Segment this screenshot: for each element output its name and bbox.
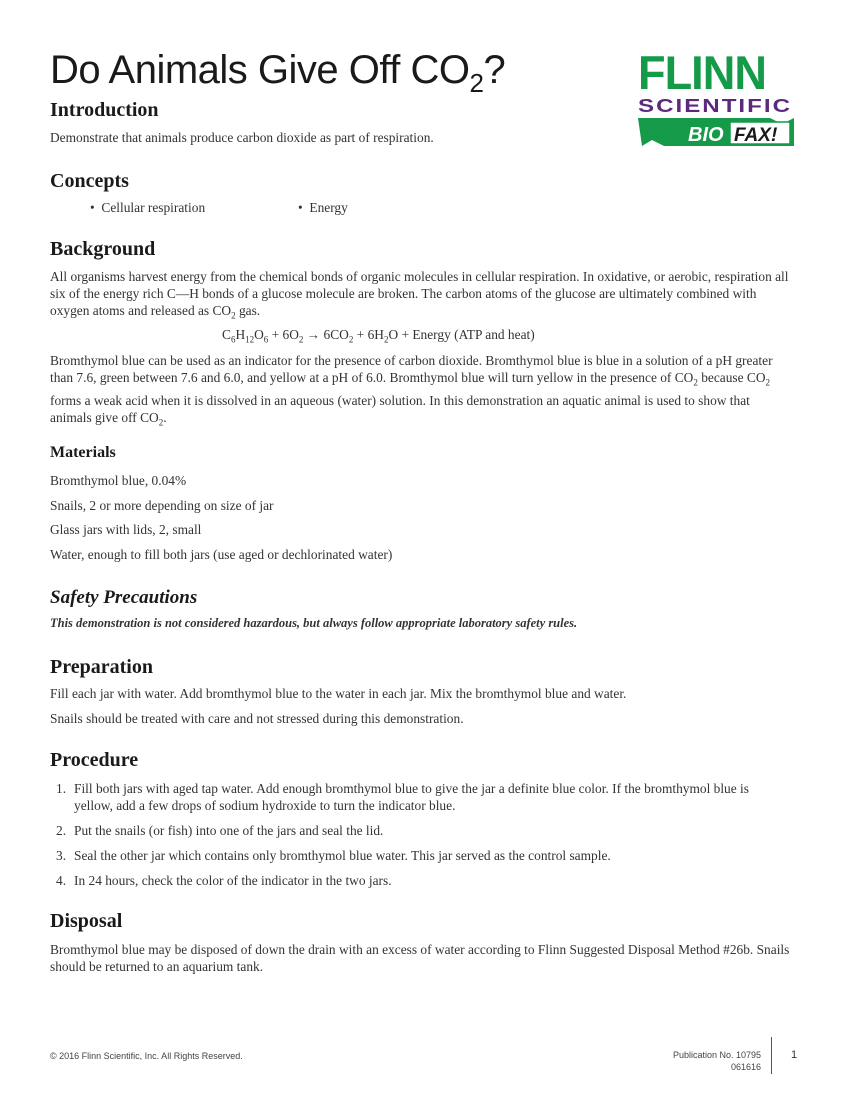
material-item: Water, enough to fill both jars (use aged or dechlorinated water) xyxy=(50,547,393,562)
material-item: Glass jars with lids, 2, small xyxy=(50,522,202,537)
logo-fax-text: FAX! xyxy=(734,125,778,146)
procedure-heading: Procedure xyxy=(50,749,139,771)
logo-bio-text: BIO xyxy=(688,124,724,146)
footer-publication-code: 061616 xyxy=(730,1062,761,1072)
step-text: Fill both jars with aged tap water. Add enough bromthymol blue to give the jar a definite blue color. If the bromthymol blue is yellow, add a few drops of sodium hydroxide to turn the indicator blue. xyxy=(74,781,749,813)
step-text: Put the snails (or fish) into one of the jars and seal the lid. xyxy=(74,823,384,838)
disposal-text: Bromthymol blue may be disposed of down the drain with an excess of water according to Flinn Suggested Disposal Method #26b. Snails should be returned to an aquarium tank. xyxy=(50,942,790,974)
materials-heading: Materials xyxy=(50,444,116,461)
page-number: 1 xyxy=(791,1049,798,1061)
flinn-scientific-biofax-logo xyxy=(632,46,800,150)
procedure-step xyxy=(50,780,790,814)
logo-flinn-text: FLINN xyxy=(638,46,766,99)
concept-label: Energy xyxy=(309,200,348,215)
footer-copyright: © 2016 Flinn Scientific, Inc. All Rights Reserved. xyxy=(50,1051,243,1061)
step-number: 4. xyxy=(56,873,67,888)
material-item: Snails, 2 or more depending on size of jar xyxy=(50,498,274,513)
logo-scientific-text: SCIENTIFIC xyxy=(638,96,792,116)
footer-publication-number: Publication No. 10795 xyxy=(672,1050,761,1060)
disposal-heading: Disposal xyxy=(50,910,123,932)
respiration-equation: $C_6H_{12}O_6 + 6O_2 \to 6CO_2 + 6H_2O$ + Energy (ATP and heat) xyxy=(222,327,535,345)
material-item: Bromthymol blue, 0.04% xyxy=(50,473,187,488)
safety-text: This demonstration is not considered hazardous, but always follow appropriate laboratory safety rules. xyxy=(50,616,578,630)
step-number: 3. xyxy=(56,848,67,863)
safety-heading: Safety Precautions xyxy=(50,587,198,608)
procedure-step xyxy=(50,822,790,839)
background-heading: Background xyxy=(50,238,156,260)
step-text: In 24 hours, check the color of the indicator in the two jars. xyxy=(74,873,392,888)
preparation-heading: Preparation xyxy=(50,656,153,678)
introduction-text: Demonstrate that animals produce carbon dioxide as part of respiration. xyxy=(50,130,434,145)
page-title: Do Animals Give Off $CO_2$? xyxy=(50,48,506,98)
footer-publication-info xyxy=(673,1049,761,1073)
preparation-line: Fill each jar with water. Add bromthymol blue to the water in each jar. Mix the bromthymol blue and water. xyxy=(50,686,627,701)
procedure-step xyxy=(50,872,790,889)
preparation-line: Snails should be treated with care and not stressed during this demonstration. xyxy=(50,711,464,726)
concept-item: • Cellular respiration xyxy=(90,200,206,215)
procedure-step xyxy=(50,847,790,864)
footer-divider xyxy=(771,1037,772,1074)
concept-item: • Energy xyxy=(298,200,348,215)
introduction-heading: Introduction xyxy=(50,99,159,121)
step-text: Seal the other jar which contains only bromthymol blue water. This jar served as the control sample. xyxy=(74,848,611,863)
concepts-heading: Concepts xyxy=(50,170,129,192)
background-paragraph-2: Bromthymol blue can be used as an indicator for the presence of carbon dioxide. Bromthymol blue is blue in a solution of a pH greater than 7.6, green between 7.6 and 6.0, and yellow at a pH of 6.0. Bromthymol blue will turn yellow in the presence of $CO_2$ because $CO_2$ forms a weak acid when it is dissolved in an aqueous (water) solution. In this demonstration an aquatic animal is used to show that animals give off $CO_2$. xyxy=(50,353,773,428)
background-paragraph-1: All organisms harvest energy from the chemical bonds of organic molecules in cellular respiration. In oxidative, or aerobic, respiration all six of the energy rich C—H bonds of a glucose molecule are broken. The carbon atoms of the glucose are ultimately combined with oxygen atoms and released as $CO_2$ gas. xyxy=(50,269,789,321)
step-number: 1. xyxy=(56,781,67,796)
concept-label: Cellular respiration xyxy=(101,200,206,215)
step-number: 2. xyxy=(56,823,67,838)
